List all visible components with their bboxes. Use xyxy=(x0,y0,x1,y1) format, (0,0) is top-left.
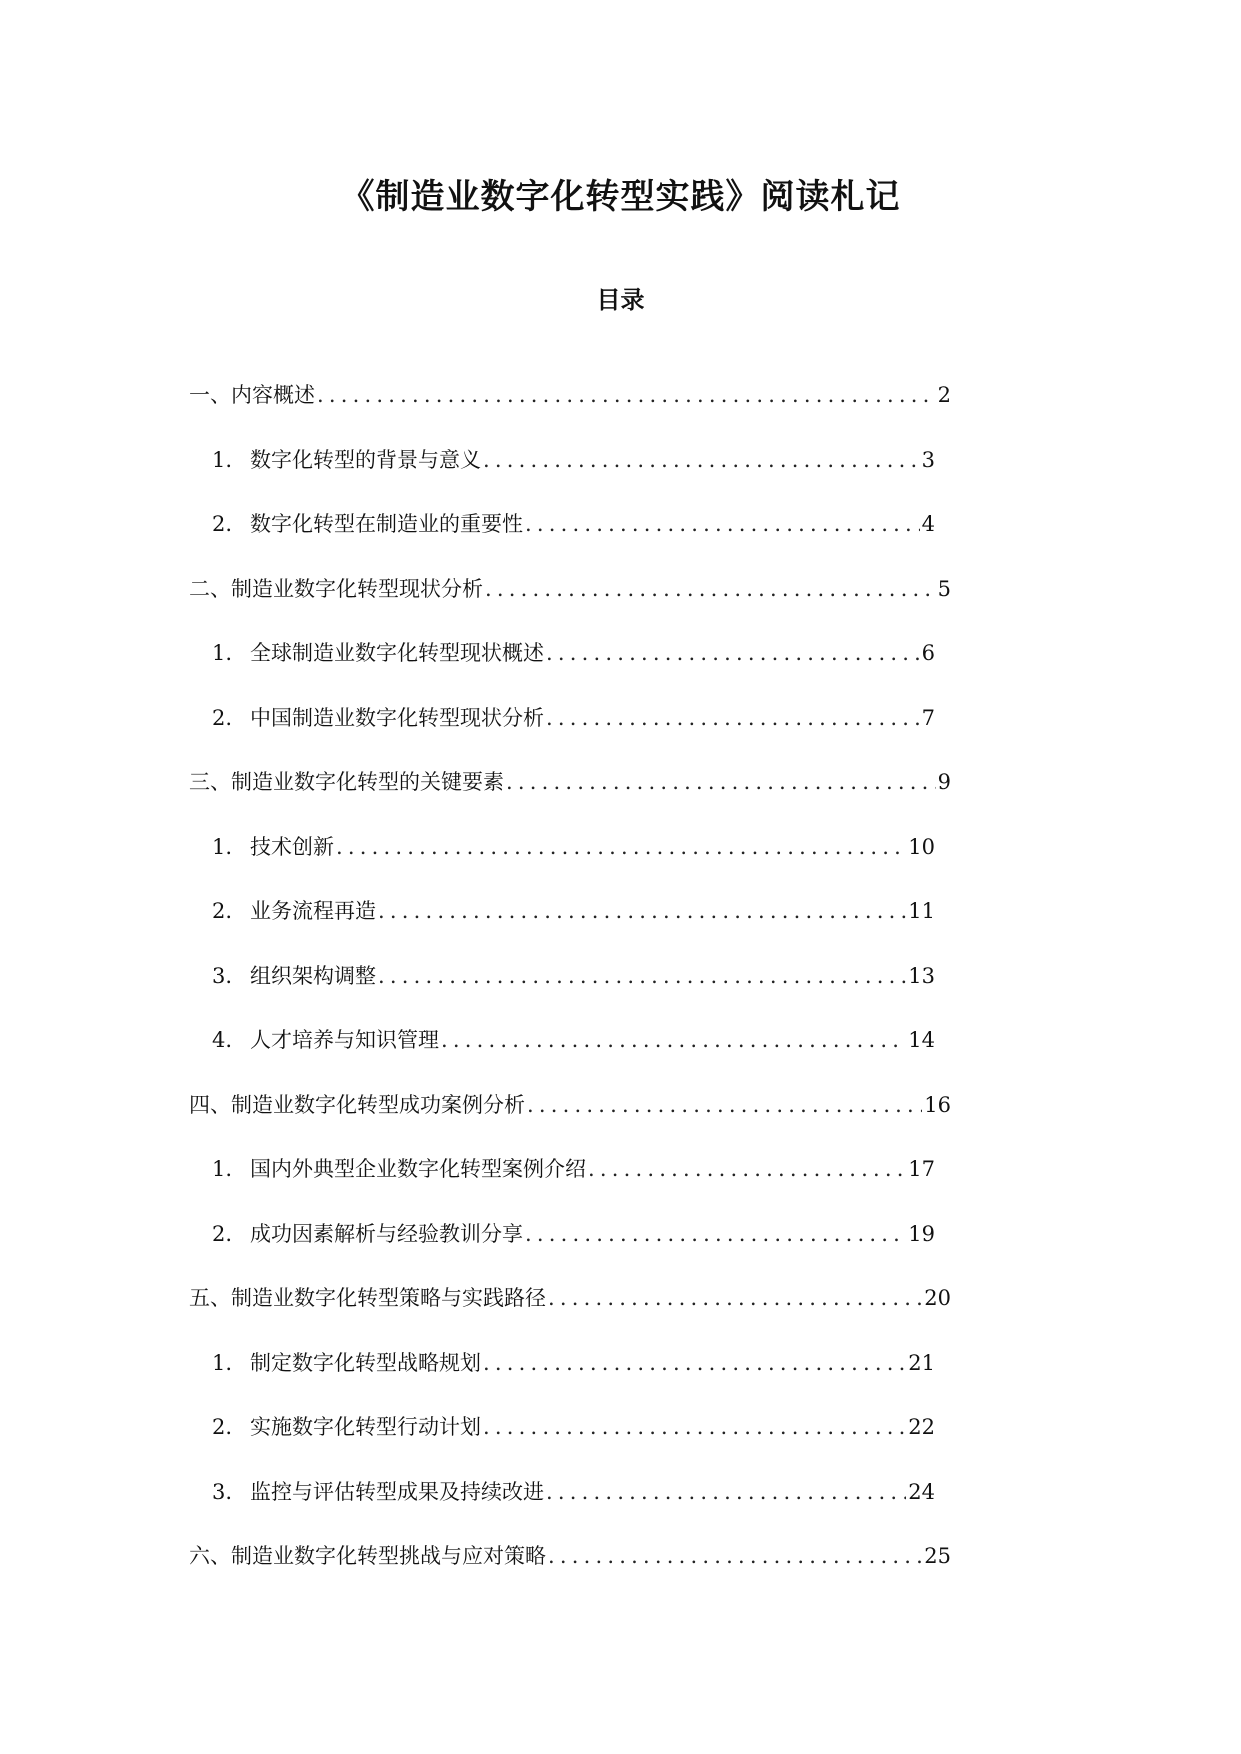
toc-entry-label: 中国制造业数字化转型现状分析 xyxy=(250,706,544,730)
toc-entry-label: 人才培养与知识管理 xyxy=(250,1028,439,1052)
toc-entry-page-number: 21 xyxy=(908,1351,935,1375)
toc-entry[interactable] xyxy=(212,1475,935,1509)
toc-entry[interactable] xyxy=(212,1346,935,1380)
toc-entry-page-number: 6 xyxy=(921,641,935,665)
toc-entry-page-number: 22 xyxy=(908,1415,935,1439)
toc-entry[interactable] xyxy=(212,636,935,670)
toc-dot-leader xyxy=(481,443,920,477)
toc-dot-leader xyxy=(546,1281,922,1315)
toc-entry-number: 2. xyxy=(212,1222,233,1246)
toc-entry-number: 3. xyxy=(212,964,233,988)
toc-dot-leader xyxy=(523,1217,906,1251)
toc-entry-page-number: 4 xyxy=(921,512,935,536)
toc-entry-label: 实施数字化转型行动计划 xyxy=(250,1415,481,1439)
toc-entry-label: 数字化转型的背景与意义 xyxy=(250,448,481,472)
toc-entry-page-number: 25 xyxy=(924,1544,951,1568)
toc-entry[interactable] xyxy=(189,1539,951,1573)
toc-entry[interactable] xyxy=(212,830,935,864)
toc-entry-page-number: 3 xyxy=(921,448,935,472)
toc-heading: 目录 xyxy=(596,286,645,314)
toc-dot-leader xyxy=(481,1346,906,1380)
toc-entry-label: 全球制造业数字化转型现状概述 xyxy=(250,641,544,665)
toc-entry-label: 成功因素解析与经验教训分享 xyxy=(250,1222,523,1246)
toc-entry[interactable] xyxy=(212,1217,935,1251)
toc-entry[interactable] xyxy=(212,959,935,993)
toc-entry-number: 1. xyxy=(212,1351,233,1375)
toc-dot-leader xyxy=(523,507,920,541)
toc-entry-number: 2. xyxy=(212,706,233,730)
toc-entry-page-number: 14 xyxy=(908,1028,935,1052)
toc-entry-page-number: 9 xyxy=(937,770,951,794)
toc-entry[interactable] xyxy=(212,1152,935,1186)
toc-entry[interactable] xyxy=(212,701,935,735)
toc-dot-leader xyxy=(483,572,936,606)
toc-entry-page-number: 20 xyxy=(924,1286,951,1310)
toc-entry-number: 2. xyxy=(212,899,233,923)
toc-dot-leader xyxy=(439,1023,906,1057)
toc-entry-page-number: 24 xyxy=(908,1480,935,1504)
toc-dot-leader xyxy=(504,765,936,799)
toc-entry-page-number: 10 xyxy=(908,835,935,859)
toc-entry-page-number: 19 xyxy=(908,1222,935,1246)
toc-dot-leader xyxy=(376,894,906,928)
toc-entry-label: 五、制造业数字化转型策略与实践路径 xyxy=(189,1286,546,1310)
toc-entry-number: 2. xyxy=(212,512,233,536)
toc-entry-page-number: 16 xyxy=(924,1093,951,1117)
toc-entry[interactable] xyxy=(189,572,951,606)
toc-entry-page-number: 13 xyxy=(908,964,935,988)
toc-entry-label: 组织架构调整 xyxy=(250,964,376,988)
toc-entry-number: 4. xyxy=(212,1028,233,1052)
toc-entry-number: 3. xyxy=(212,1480,233,1504)
toc-dot-leader xyxy=(544,1475,906,1509)
toc-dot-leader xyxy=(546,1539,922,1573)
toc-entry-page-number: 11 xyxy=(908,899,935,923)
toc-dot-leader xyxy=(334,830,906,864)
toc-entry-number: 1. xyxy=(212,641,233,665)
toc-entry-label: 四、制造业数字化转型成功案例分析 xyxy=(189,1093,525,1117)
toc-entry-label: 六、制造业数字化转型挑战与应对策略 xyxy=(189,1544,546,1568)
toc-entry[interactable] xyxy=(212,443,935,477)
toc-entry[interactable] xyxy=(189,1088,951,1122)
toc-entry-label: 制定数字化转型战略规划 xyxy=(250,1351,481,1375)
toc-entry-label: 一、内容概述 xyxy=(189,383,315,407)
toc-entry[interactable] xyxy=(189,1281,951,1315)
toc-entry-label: 数字化转型在制造业的重要性 xyxy=(250,512,523,536)
toc-entry[interactable] xyxy=(189,765,951,799)
toc-entry-page-number: 17 xyxy=(908,1157,935,1181)
toc-dot-leader xyxy=(376,959,906,993)
toc-entry-page-number: 5 xyxy=(937,577,951,601)
toc-dot-leader xyxy=(544,701,920,735)
toc-entry-number: 1. xyxy=(212,835,233,859)
toc-dot-leader xyxy=(481,1410,906,1444)
toc-entry[interactable] xyxy=(212,1410,935,1444)
toc-entry-label: 技术创新 xyxy=(250,835,334,859)
toc-entry-number: 1. xyxy=(212,448,233,472)
toc-entry-page-number: 7 xyxy=(921,706,935,730)
toc-entry[interactable] xyxy=(212,1023,935,1057)
toc-entry[interactable] xyxy=(189,378,951,412)
toc-entry-label: 业务流程再造 xyxy=(250,899,376,923)
toc-entry-label: 三、制造业数字化转型的关键要素 xyxy=(189,770,504,794)
toc-entry[interactable] xyxy=(212,894,935,928)
toc-entry-label: 二、制造业数字化转型现状分析 xyxy=(189,577,483,601)
toc-dot-leader xyxy=(525,1088,922,1122)
toc-entry-label: 监控与评估转型成果及持续改进 xyxy=(250,1480,544,1504)
toc-dot-leader xyxy=(544,636,920,670)
toc-entry-number: 2. xyxy=(212,1415,233,1439)
toc-entry-label: 国内外典型企业数字化转型案例介绍 xyxy=(250,1157,586,1181)
document-title: 《制造业数字化转型实践》阅读札记 xyxy=(340,176,901,217)
toc-entry-page-number: 2 xyxy=(937,383,951,407)
toc-dot-leader xyxy=(586,1152,906,1186)
toc-entry[interactable] xyxy=(212,507,935,541)
toc-entry-number: 1. xyxy=(212,1157,233,1181)
toc-dot-leader xyxy=(315,378,936,412)
